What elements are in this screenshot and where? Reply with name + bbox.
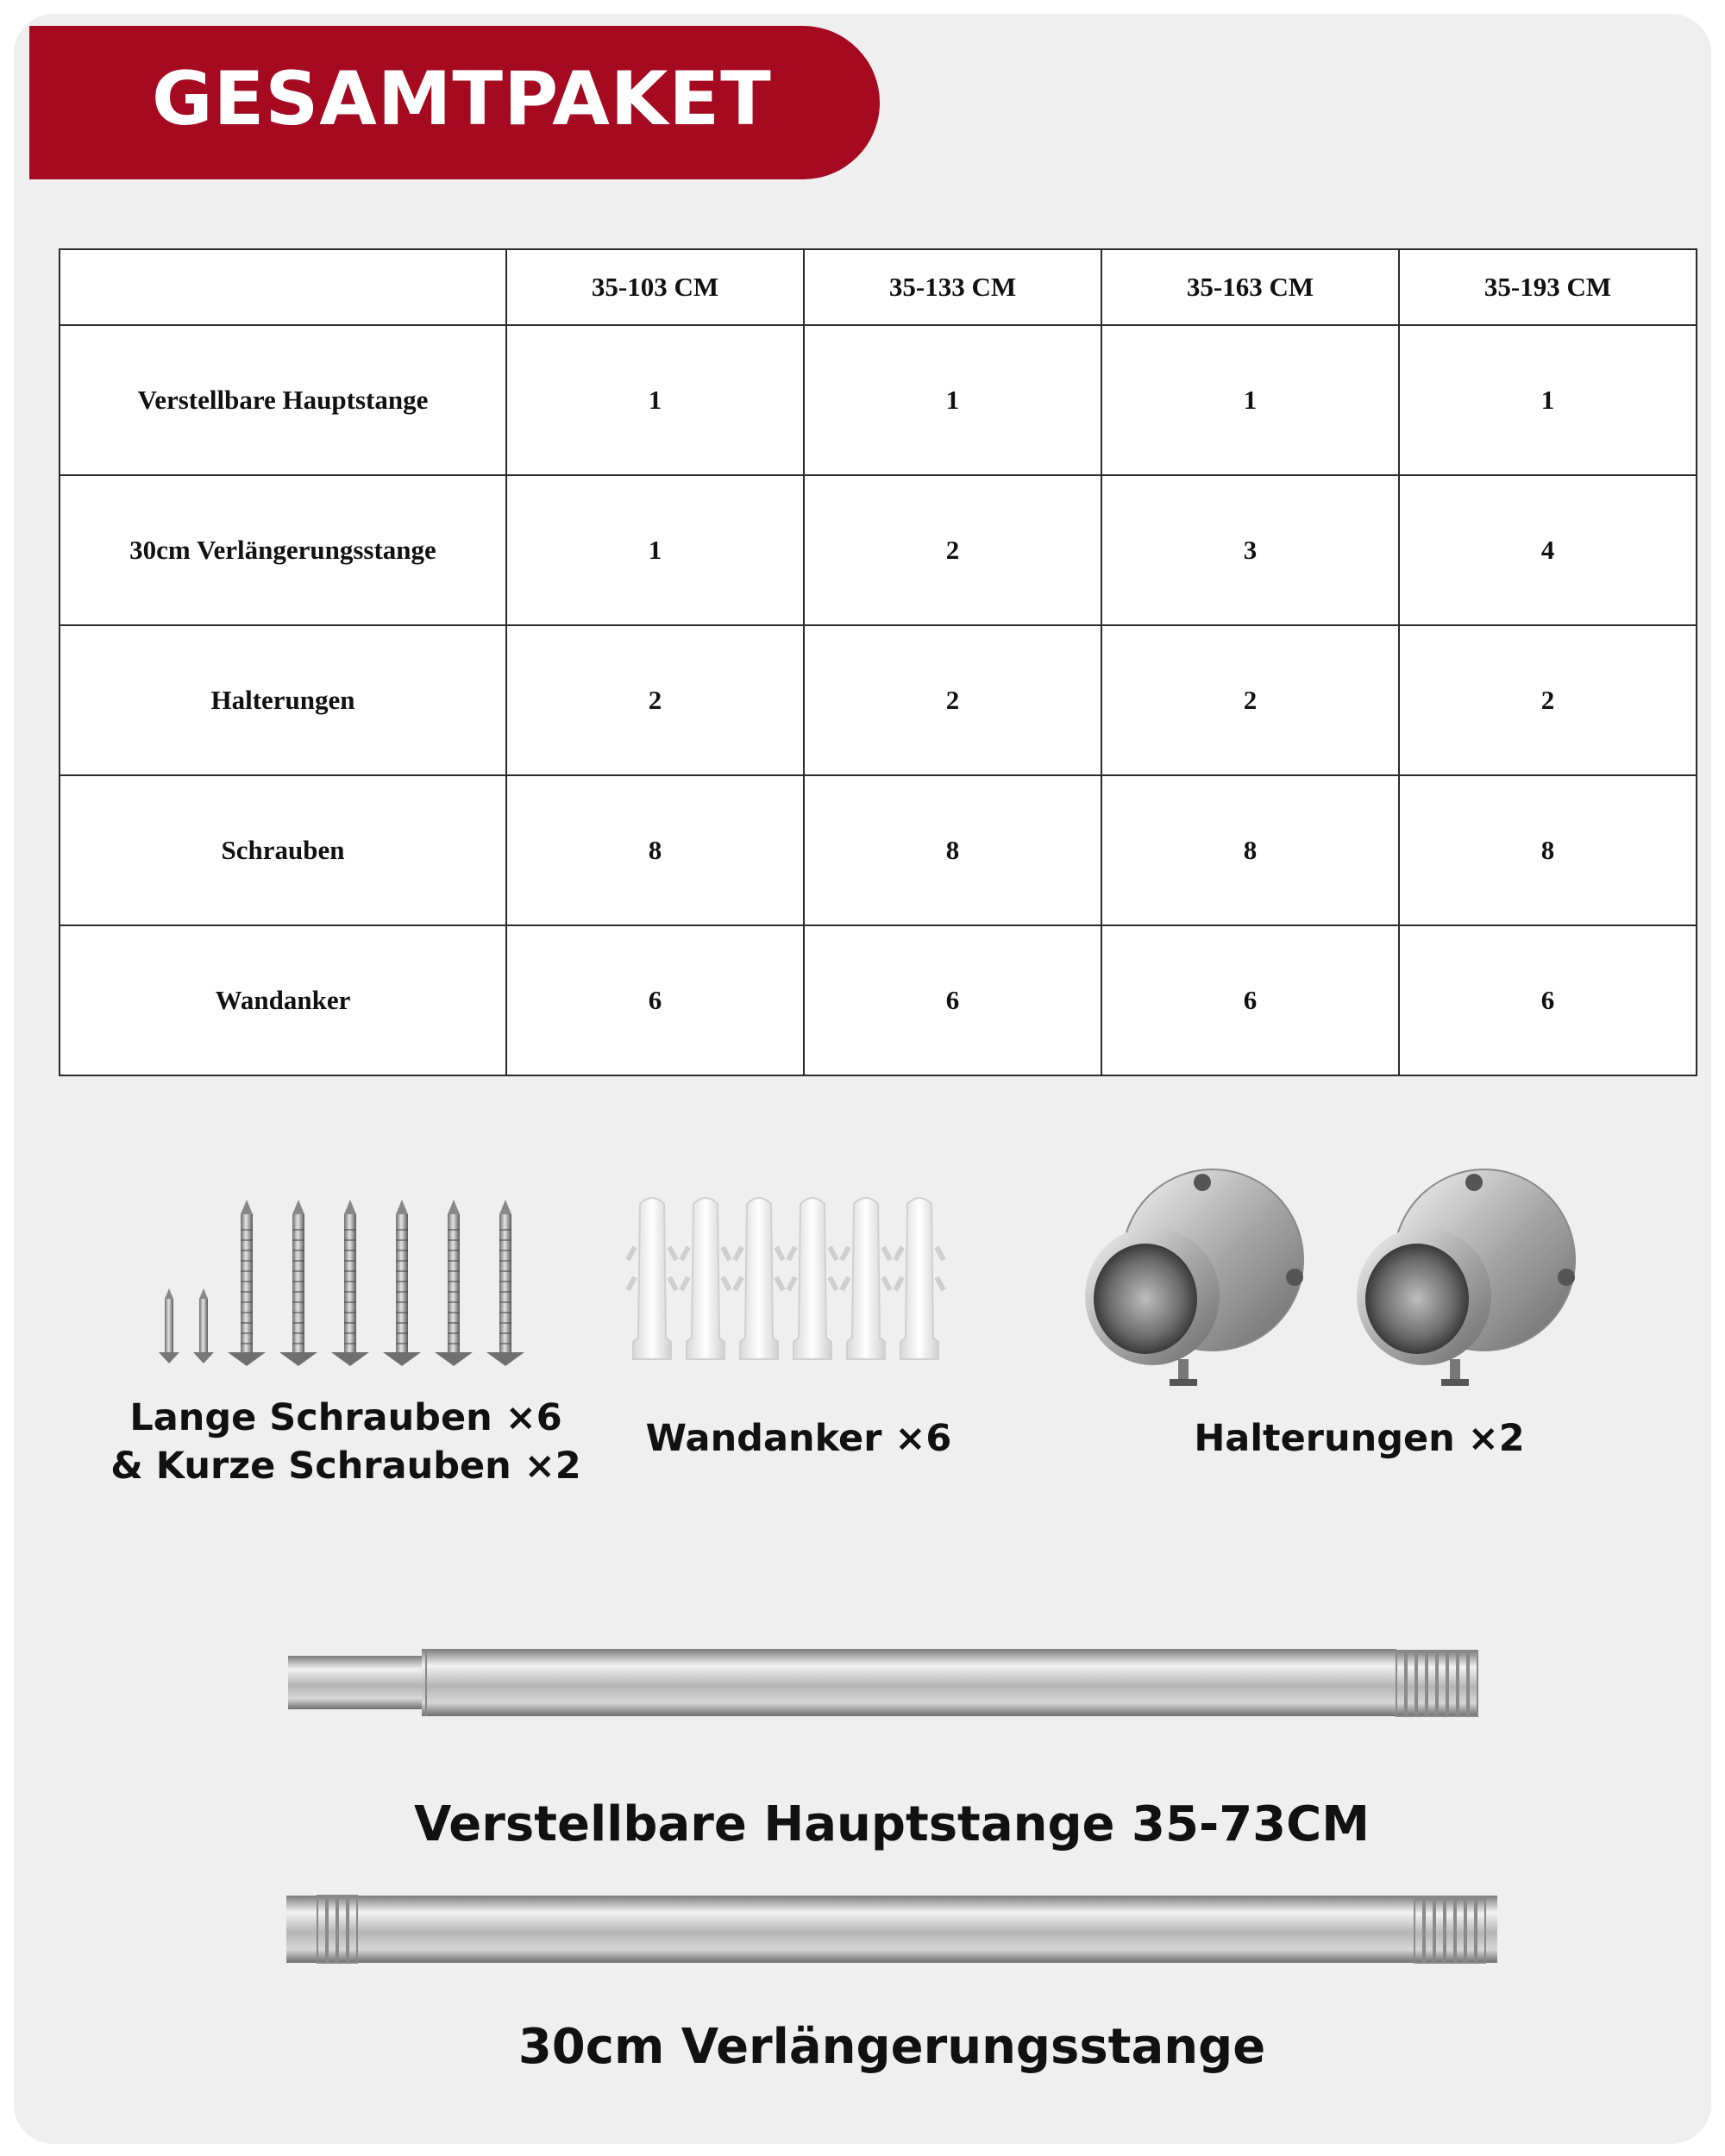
table-cell: 2 (804, 475, 1101, 625)
row-label: Schrauben (60, 775, 506, 925)
table-cell: 2 (1399, 625, 1697, 775)
table-cell: 6 (1399, 925, 1697, 1075)
column-header: 35-163 CM (1101, 249, 1399, 325)
table-row (60, 775, 1697, 925)
table-cell: 1 (1399, 325, 1697, 475)
table-header-row (60, 249, 1697, 325)
row-label: Halterungen (60, 625, 506, 775)
package-card (14, 14, 1711, 2144)
table-cell: 2 (506, 625, 804, 775)
table-cell: 3 (1101, 475, 1399, 625)
table-cell: 8 (506, 775, 804, 925)
table-cell: 4 (1399, 475, 1697, 625)
extension-rod-icon (286, 1892, 1497, 1968)
table-cell: 1 (804, 325, 1101, 475)
wall-anchors-label: Wandanker ×6 (645, 1417, 952, 1460)
table-row (60, 475, 1697, 625)
table-cell: 1 (506, 325, 804, 475)
table-row (60, 925, 1697, 1075)
table-cell: 8 (1101, 775, 1399, 925)
row-label: Wandanker (60, 925, 506, 1075)
bracket-icon (1075, 1156, 1609, 1398)
screws-label-line2: & Kurze Schrauben ×2 (110, 1445, 581, 1488)
table-cell: 1 (1101, 325, 1399, 475)
table-cell: 6 (1101, 925, 1399, 1075)
adjustable-rod-icon (288, 1645, 1496, 1721)
row-label: Verstellbare Hauptstange (60, 325, 506, 475)
extension-rod-label: 30cm Verlängerungsstange (518, 2019, 1266, 2075)
title-banner (29, 26, 880, 179)
screw-icon (143, 1195, 540, 1368)
table-cell: 2 (1101, 625, 1399, 775)
screws-label-line1: Lange Schrauben ×6 (129, 1396, 562, 1439)
column-header: 35-103 CM (506, 249, 804, 325)
brackets-label: Halterungen ×2 (1194, 1417, 1525, 1460)
page-title: GESAMTPAKET (152, 56, 772, 142)
column-header: 35-133 CM (804, 249, 1101, 325)
row-label: 30cm Verlängerungsstange (60, 475, 506, 625)
main-rod-label: Verstellbare Hauptstange 35-73CM (414, 1796, 1370, 1852)
table-cell: 6 (506, 925, 804, 1075)
screws-label (100, 1394, 592, 1490)
table-cell: 8 (1399, 775, 1697, 925)
table-cell: 1 (506, 475, 804, 625)
package-contents-table (59, 248, 1697, 1076)
table-row (60, 625, 1697, 775)
table-cell: 2 (804, 625, 1101, 775)
wall-anchor-icon (626, 1195, 954, 1368)
column-header: 35-193 CM (1399, 249, 1697, 325)
column-header-empty (60, 249, 506, 325)
table-row (60, 325, 1697, 475)
table-cell: 6 (804, 925, 1101, 1075)
table-cell: 8 (804, 775, 1101, 925)
